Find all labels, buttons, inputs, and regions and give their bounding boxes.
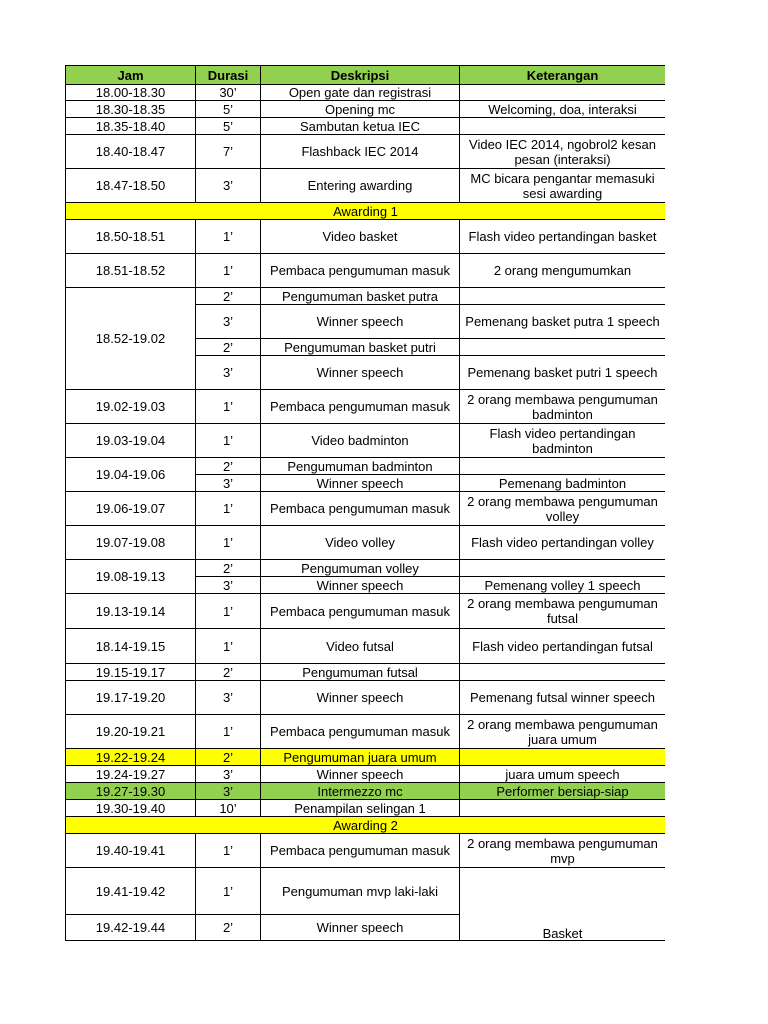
cell-keterangan: Flash video pertandingan badminton: [460, 424, 666, 458]
table-row: [66, 254, 666, 288]
cell-jam: 19.07-19.08: [66, 526, 196, 560]
table-row: [66, 749, 666, 766]
cell-deskripsi: Entering awarding: [261, 169, 460, 203]
cell-keterangan: 2 orang membawa pengumuman volley: [460, 492, 666, 526]
table-row: [66, 766, 666, 783]
cell-durasi: 3’: [196, 577, 261, 594]
cell-keterangan: Flash video pertandingan futsal: [460, 629, 666, 664]
cell-jam: 18.35-18.40: [66, 118, 196, 135]
cell-jam: 19.02-19.03: [66, 390, 196, 424]
table-row: [66, 629, 666, 664]
table-row: [66, 560, 666, 577]
cell-durasi: 2’: [196, 458, 261, 475]
cell-deskripsi: Pengumuman basket putri: [261, 339, 460, 356]
cell-keterangan: 2 orang membawa pengumuman juara umum: [460, 715, 666, 749]
cell-jam: 18.52-19.02: [66, 288, 196, 390]
cell-keterangan: Pemenang badminton: [460, 475, 666, 492]
cell-deskripsi: Winner speech: [261, 305, 460, 339]
cell-jam: 19.08-19.13: [66, 560, 196, 594]
cell-jam: 19.24-19.27: [66, 766, 196, 783]
cell-deskripsi: Pengumuman juara umum: [261, 749, 460, 766]
cell-keterangan: [460, 560, 666, 577]
cell-deskripsi: Video volley: [261, 526, 460, 560]
cell-keterangan: juara umum speech: [460, 766, 666, 783]
cell-jam: 19.04-19.06: [66, 458, 196, 492]
cell-deskripsi: Winner speech: [261, 681, 460, 715]
cell-jam: 19.41-19.42: [66, 868, 196, 915]
cell-jam: 18.14-19.15: [66, 629, 196, 664]
cell-keterangan: Welcoming, doa, interaksi: [460, 101, 666, 118]
cell-jam: 19.06-19.07: [66, 492, 196, 526]
cell-jam: 18.50-18.51: [66, 220, 196, 254]
cell-jam: 19.27-19.30: [66, 783, 196, 800]
cell-durasi: 10’: [196, 800, 261, 817]
cell-durasi: 5’: [196, 118, 261, 135]
cell-keterangan: Video IEC 2014, ngobrol2 kesan pesan (interaksi): [460, 135, 666, 169]
header-jam: Jam: [66, 66, 196, 85]
cell-durasi: 2’: [196, 664, 261, 681]
cell-deskripsi: Pengumuman badminton: [261, 458, 460, 475]
cell-keterangan: Pemenang volley 1 speech: [460, 577, 666, 594]
cell-deskripsi: Video basket: [261, 220, 460, 254]
table-row: [66, 715, 666, 749]
cell-deskripsi: Pembaca pengumuman masuk: [261, 254, 460, 288]
section-row: [66, 203, 666, 220]
cell-deskripsi: Winner speech: [261, 356, 460, 390]
cell-keterangan: 2 orang membawa pengumuman futsal: [460, 594, 666, 629]
cell-jam: 18.51-18.52: [66, 254, 196, 288]
cell-durasi: 1’: [196, 492, 261, 526]
cell-jam: 19.15-19.17: [66, 664, 196, 681]
cell-jam: 18.47-18.50: [66, 169, 196, 203]
cell-deskripsi: Pengumuman futsal: [261, 664, 460, 681]
table-row: [66, 288, 666, 305]
cell-jam: 18.30-18.35: [66, 101, 196, 118]
cell-durasi: 1’: [196, 526, 261, 560]
table-row: [66, 101, 666, 118]
keterangan-basket: Basket: [542, 926, 583, 940]
cell-keterangan: [460, 800, 666, 817]
cell-durasi: 1’: [196, 424, 261, 458]
cell-durasi: 3’: [196, 681, 261, 715]
cell-keterangan: [460, 749, 666, 766]
table-row: [66, 783, 666, 800]
table-row: [66, 169, 666, 203]
table-row: [66, 118, 666, 135]
cell-keterangan: [460, 118, 666, 135]
cell-keterangan: Performer bersiap-siap: [460, 783, 666, 800]
cell-deskripsi: Pengumuman basket putra: [261, 288, 460, 305]
cell-durasi: 3’: [196, 356, 261, 390]
cell-durasi: 3’: [196, 475, 261, 492]
cell-durasi: 2’: [196, 560, 261, 577]
header-keterangan: Keterangan: [460, 66, 666, 85]
table-row: [66, 458, 666, 475]
cell-jam: 19.03-19.04: [66, 424, 196, 458]
cell-deskripsi: Winner speech: [261, 766, 460, 783]
cell-keterangan: Flash video pertandingan volley: [460, 526, 666, 560]
cell-durasi: 7’: [196, 135, 261, 169]
cell-durasi: 3’: [196, 766, 261, 783]
cell-jam: 19.22-19.24: [66, 749, 196, 766]
table-row: [66, 664, 666, 681]
cell-durasi: 3’: [196, 783, 261, 800]
cell-deskripsi: Video badminton: [261, 424, 460, 458]
table-row: [66, 594, 666, 629]
header-row: [66, 66, 666, 85]
table-row: [66, 834, 666, 868]
table-row: [66, 390, 666, 424]
cell-durasi: 1’: [196, 715, 261, 749]
cell-jam: 19.17-19.20: [66, 681, 196, 715]
schedule-sheet: [65, 65, 665, 955]
table-row: [66, 85, 666, 101]
cell-jam: 19.13-19.14: [66, 594, 196, 629]
cell-deskripsi: Open gate dan registrasi: [261, 85, 460, 101]
cell-keterangan: [460, 85, 666, 101]
cell-durasi: 1’: [196, 834, 261, 868]
cell-keterangan: Flash video pertandingan basket: [460, 220, 666, 254]
cell-deskripsi: Pembaca pengumuman masuk: [261, 834, 460, 868]
table-row: [66, 526, 666, 560]
table-row: [66, 135, 666, 169]
cell-keterangan: 2 orang membawa pengumuman badminton: [460, 390, 666, 424]
cell-deskripsi: Winner speech: [261, 915, 460, 941]
cell-deskripsi: Pengumuman mvp laki-laki: [261, 868, 460, 915]
cell-durasi: 1’: [196, 390, 261, 424]
cell-keterangan: [460, 458, 666, 475]
cell-deskripsi: Pembaca pengumuman masuk: [261, 715, 460, 749]
cell-keterangan: Pemenang futsal winner speech: [460, 681, 666, 715]
table-row: [66, 681, 666, 715]
cell-jam: 19.40-19.41: [66, 834, 196, 868]
section-row: [66, 817, 666, 834]
table-row: [66, 868, 666, 915]
cell-deskripsi: Video futsal: [261, 629, 460, 664]
cell-durasi: 2’: [196, 288, 261, 305]
cell-deskripsi: Flashback IEC 2014: [261, 135, 460, 169]
cell-durasi: 2’: [196, 915, 261, 941]
cell-deskripsi: Penampilan selingan 1: [261, 800, 460, 817]
cell-keterangan: Pemenang basket putra 1 speech: [460, 305, 666, 339]
cell-durasi: 1’: [196, 594, 261, 629]
cell-keterangan: [460, 288, 666, 305]
cell-durasi: 3’: [196, 169, 261, 203]
cell-deskripsi: Pembaca pengumuman masuk: [261, 492, 460, 526]
cell-deskripsi: Pengumuman volley: [261, 560, 460, 577]
cell-durasi: 1’: [196, 629, 261, 664]
cell-deskripsi: Winner speech: [261, 577, 460, 594]
header-durasi: Durasi: [196, 66, 261, 85]
cell-keterangan: Pemenang basket putri 1 speech: [460, 356, 666, 390]
table-row: [66, 492, 666, 526]
cell-keterangan: [460, 339, 666, 356]
cell-durasi: 2’: [196, 339, 261, 356]
cell-jam: 18.40-18.47: [66, 135, 196, 169]
cell-durasi: 1’: [196, 254, 261, 288]
section-title: Awarding 1: [66, 203, 666, 220]
cell-keterangan: 2 orang mengumumkan: [460, 254, 666, 288]
cell-deskripsi: Winner speech: [261, 475, 460, 492]
cell-jam: 19.30-19.40: [66, 800, 196, 817]
cell-durasi: 3’: [196, 305, 261, 339]
cell-durasi: 2’: [196, 749, 261, 766]
cell-deskripsi: Pembaca pengumuman masuk: [261, 390, 460, 424]
cell-jam: 19.20-19.21: [66, 715, 196, 749]
cell-deskripsi: Pembaca pengumuman masuk: [261, 594, 460, 629]
section-title: Awarding 2: [66, 817, 666, 834]
table-row: [66, 424, 666, 458]
table-row: [66, 220, 666, 254]
cell-jam: 19.42-19.44: [66, 915, 196, 941]
cell-jam: 18.00-18.30: [66, 85, 196, 101]
header-deskripsi: Deskripsi: [261, 66, 460, 85]
cell-durasi: 5’: [196, 101, 261, 118]
cell-durasi: 30’: [196, 85, 261, 101]
cell-durasi: 1’: [196, 868, 261, 915]
cell-keterangan: 2 orang membawa pengumuman mvp: [460, 834, 666, 868]
cell-deskripsi: Sambutan ketua IEC: [261, 118, 460, 135]
cell-keterangan: [460, 868, 666, 941]
cell-keterangan: MC bicara pengantar memasuki sesi awarding: [460, 169, 666, 203]
cell-durasi: 1’: [196, 220, 261, 254]
cell-keterangan: [460, 664, 666, 681]
cell-deskripsi: Opening mc: [261, 101, 460, 118]
schedule-table: [65, 65, 665, 941]
cell-deskripsi: Intermezzo mc: [261, 783, 460, 800]
table-row: [66, 800, 666, 817]
